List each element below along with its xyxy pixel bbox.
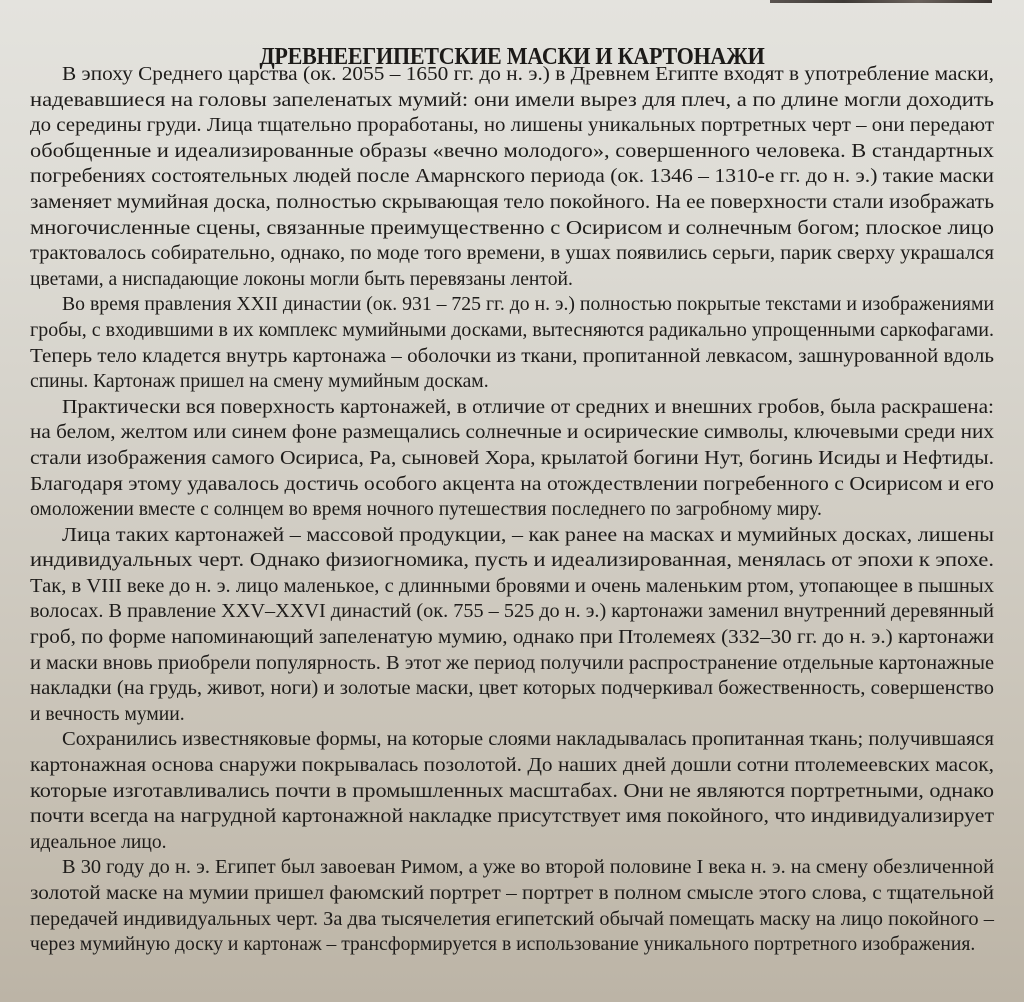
paragraph-5 [30, 727, 994, 855]
text-line: которые изготавливались почти в промышленных масштабах. Они не являются портретными, однако [30, 780, 994, 802]
text-line: индивидуальных черт. Однако физиогномика, пусть и идеализированная, менялась от эпохи к эпохе. [30, 550, 995, 572]
text-line: картонажная основа снаружи покрывалась позолотой. До наших дней дошли сотни птолемеевских масок, [30, 755, 994, 777]
text-line: Практически вся поверхность картонажей, в отличие от средних и внешних гробов, была раскрашена: [62, 396, 994, 418]
paragraph-3 [30, 395, 994, 523]
text-line: гробы, с входившими в их комплекс мумийными досками, вытесняются радикально упрощенными саркофагами. [30, 319, 994, 341]
text-line: Лица таких картонажей – массовой продукции, – как ранее на масках и мумийных досках, лишены [62, 524, 994, 546]
text-line: многочисленные сцены, связанные преимущественно с Осирисом и солнечным богом; плоское лицо [30, 217, 995, 239]
text-line: и вечность мумии. [30, 703, 185, 725]
text-line: цветами, а ниспадающие локоны могли быть перевязаны лентой. [30, 268, 573, 290]
text-line: золотой маске на мумии пришел фаюмский портрет – портрет в полном смысле этого слова, с тщательной [30, 883, 994, 904]
text-line: почти всегда на нагрудной картонажной накладке присутствует имя покойного, что индивидуализирует [30, 806, 994, 828]
text-line: Сохранились известняковые формы, на которые слоями накладывалась пропитанная ткань; получившаяся [62, 729, 994, 751]
text-line: Во время правления XXII династии (ок. 931 – 725 гг. до н. э.) полностью покрытые текстами и изображениями [62, 294, 995, 316]
text-line: и маски вновь приобрели популярность. В этот же период получили распространение отдельные картонажные [30, 652, 994, 674]
text-line: погребениях состоятельных людей после Амарнского периода (ок. 1346 – 1310-е гг. до н. э.) такие маски [30, 166, 994, 188]
text-line: волосах. В правление XXV–XXVI династий (ок. 755 – 525 до н. э.) картонажи заменил внутренний деревянный [30, 601, 994, 623]
text-line: В 30 году до н. э. Египет был завоеван Римом, а уже во второй половине I века н. э. на смену обезличенной [62, 857, 994, 879]
text-line: надевавшиеся на головы запеленатых мумий: они имели вырез для плеч, а по длине могли доходить [30, 89, 994, 111]
text-line: В эпоху Среднего царства (ок. 2055 – 1650 гг. до н. э.) в Древнем Египте входят в употребление маски, [62, 64, 994, 85]
text-line: идеальное лицо. [30, 831, 167, 853]
text-line: стали изображения самого Осириса, Ра, сыновей Хора, крылатой богини Нут, богинь Исиды и Нефтиды. [30, 447, 994, 469]
top-edge-strip [770, 0, 992, 3]
text-line: Благодаря этому удавалось достичь особого акцента на отождествлении погребенного с Осирисом и его [30, 473, 995, 495]
text-line: спины. Картонаж пришел на смену мумийным доскам. [30, 371, 489, 393]
text-line: трактовалось собирательно, однако, по моде того времени, в ушах появились серьги, парик сверху украшался [30, 243, 994, 265]
text-line: до середины груди. Лица тщательно проработаны, но лишены уникальных портретных черт – они передают [30, 115, 994, 137]
text-line: обобщенные и идеализированные образы «вечно молодого», совершенного человека. В стандартных [30, 140, 994, 162]
paragraph-1 [30, 62, 994, 292]
page-title: ДРЕВНЕЕГИПЕТСКИЕ МАСКИ И КАРТОНАЖИ [259, 44, 765, 71]
text-line: Так, в VIII веке до н. э. лицо маленькое, с длинными бровями и очень маленьким ртом, утопающее в пышных [30, 575, 995, 597]
paragraph-2 [30, 292, 994, 394]
text-line: передачей индивидуальных черт. За два тысячелетия египетский обычай помещать маску на лицо покойного – [30, 908, 994, 930]
paragraph-4 [30, 523, 994, 728]
text-line: через мумийную доску и картонаж – трансформируется в использование уникального портретного изображения. [30, 934, 976, 956]
text-line: на белом, желтом или синем фоне размещались солнечные и осирические символы, ключевыми среди них [30, 422, 994, 444]
text-line: накладки (на грудь, живот, ноги) и золотые маски, цвет которых подчеркивал божественность, совершенство [30, 678, 994, 700]
document-body [30, 62, 994, 958]
text-line: омоложении вместе с солнцем во время ночного путешествия последнего по загробному миру. [30, 499, 822, 521]
text-line: Теперь тело кладется внутрь картонажа – оболочки из ткани, пропитанной левкасом, зашнурованной вдоль [30, 345, 994, 367]
paragraph-6 [30, 855, 994, 957]
text-line: гроб, по форме напоминающий запеленатую мумию, однако при Птолемеях (332–30 гг. до н. э.) картонажи [30, 627, 994, 649]
text-line: заменяет мумийная доска, полностью скрывающая тело покойного. На ее поверхности стали изображать [30, 191, 994, 213]
